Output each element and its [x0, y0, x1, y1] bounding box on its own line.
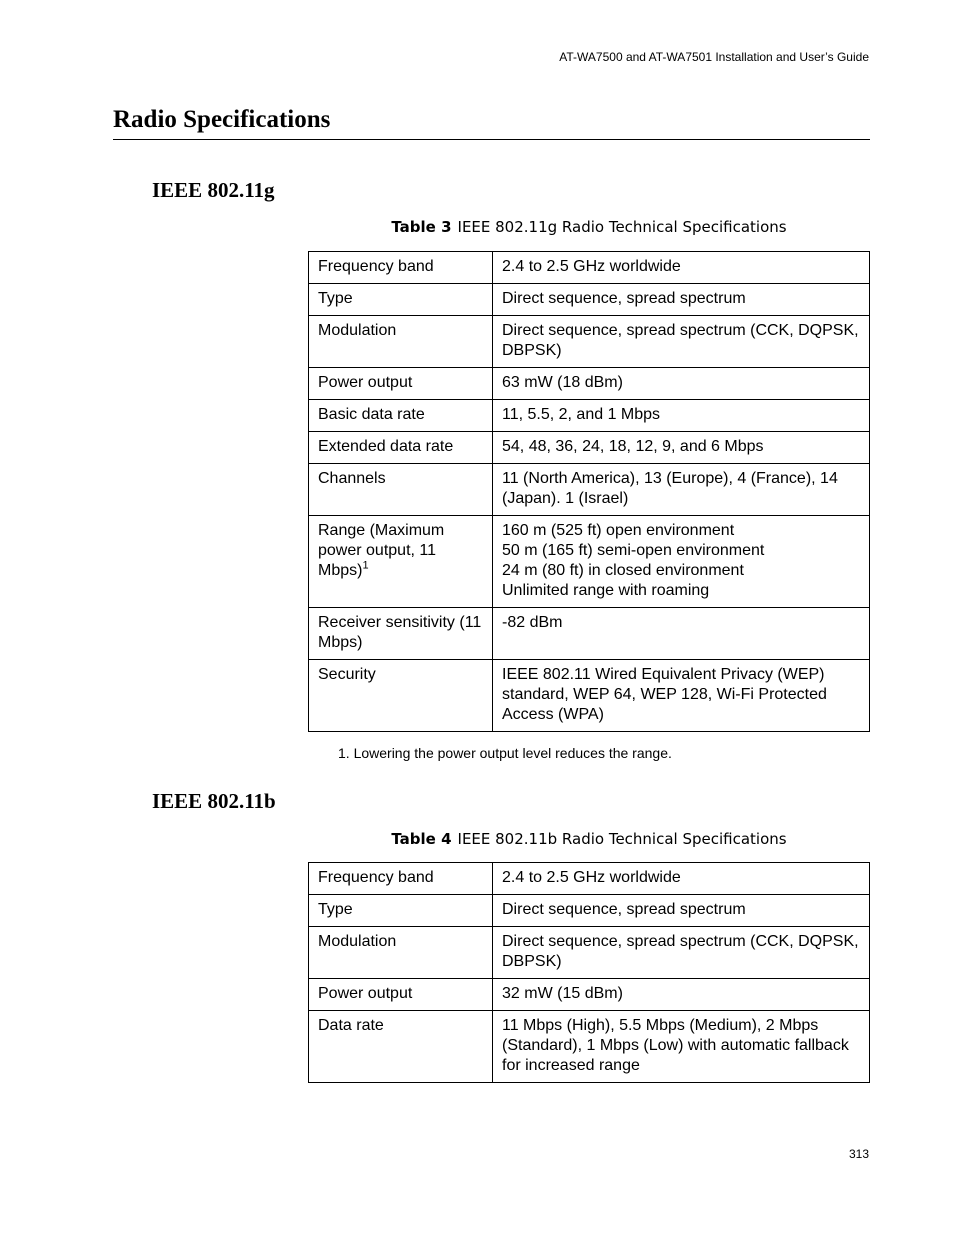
- page-title: Radio Specifications: [113, 106, 870, 140]
- spec-label-cell: [309, 516, 493, 608]
- subsection-title-80211b: IEEE 802.11b: [152, 789, 276, 813]
- spec-value: Direct sequence, spread spectrum: [493, 284, 870, 316]
- table-number: Table 3: [391, 218, 452, 236]
- subsection-title-80211g: IEEE 802.11g: [152, 178, 275, 202]
- spec-value: Direct sequence, spread spectrum (CCK, DQPSK, DBPSK): [493, 927, 870, 979]
- spec-value: 11 (North America), 13 (Europe), 4 (France), 14 (Japan). 1 (Israel): [493, 464, 870, 516]
- spec-table-80211b: [308, 862, 870, 1083]
- table-row: [309, 516, 870, 608]
- table-caption-text: IEEE 802.11b Radio Technical Specifications: [457, 830, 787, 848]
- spec-value: 63 mW (18 dBm): [493, 368, 870, 400]
- spec-value: 2.4 to 2.5 GHz worldwide: [493, 252, 870, 284]
- spec-label: Basic data rate: [309, 400, 493, 432]
- table-row: [309, 284, 870, 316]
- table-caption-text: IEEE 802.11g Radio Technical Specifications: [457, 218, 787, 236]
- table-row: [309, 927, 870, 979]
- spec-table-80211g: [308, 251, 870, 732]
- spec-value-line: 24 m (80 ft) in closed environment: [502, 562, 744, 579]
- spec-label: Frequency band: [309, 863, 493, 895]
- spec-label: Security: [309, 660, 493, 732]
- table-row: [309, 316, 870, 368]
- spec-label: Type: [309, 284, 493, 316]
- spec-value: 11, 5.5, 2, and 1 Mbps: [493, 400, 870, 432]
- spec-value-line: 50 m (165 ft) semi-open environment: [502, 542, 765, 559]
- spec-value: Direct sequence, spread spectrum (CCK, DQPSK, DBPSK): [493, 316, 870, 368]
- table-row: [309, 1011, 870, 1083]
- spec-value: 32 mW (15 dBm): [493, 979, 870, 1011]
- spec-value-line: Unlimited range with roaming: [502, 582, 710, 599]
- footnote-mark: 1: [362, 559, 369, 572]
- table-number: Table 4: [391, 830, 452, 848]
- spec-label: Extended data rate: [309, 432, 493, 464]
- table-footnote: 1. Lowering the power output level reduces the range.: [338, 745, 672, 761]
- running-header: AT-WA7500 and AT-WA7501 Installation and User’s Guide: [559, 50, 869, 64]
- spec-value: Direct sequence, spread spectrum: [493, 895, 870, 927]
- spec-value: IEEE 802.11 Wired Equivalent Privacy (WEP) standard, WEP 64, WEP 128, Wi-Fi Protected Access (WPA): [493, 660, 870, 732]
- spec-value: 11 Mbps (High), 5.5 Mbps (Medium), 2 Mbps (Standard), 1 Mbps (Low) with automatic fallback for increased range: [493, 1011, 870, 1083]
- table-row: [309, 368, 870, 400]
- table-row: [309, 895, 870, 927]
- spec-label: Power output: [309, 979, 493, 1011]
- spec-label: Data rate: [309, 1011, 493, 1083]
- table-row: [309, 400, 870, 432]
- spec-label: Range (Maximum power output, 11 Mbps): [318, 522, 445, 579]
- spec-value: -82 dBm: [493, 608, 870, 660]
- spec-label: Receiver sensitivity (11 Mbps): [309, 608, 493, 660]
- table-row: [309, 252, 870, 284]
- spec-label: Modulation: [309, 927, 493, 979]
- spec-label: Channels: [309, 464, 493, 516]
- spec-value: 54, 48, 36, 24, 18, 12, 9, and 6 Mbps: [493, 432, 870, 464]
- table-row: [309, 979, 870, 1011]
- table-caption: [308, 830, 870, 848]
- spec-label: Modulation: [309, 316, 493, 368]
- table-row: [309, 863, 870, 895]
- table-row: [309, 660, 870, 732]
- spec-label: Frequency band: [309, 252, 493, 284]
- spec-value: 2.4 to 2.5 GHz worldwide: [493, 863, 870, 895]
- page-number: 313: [848, 1147, 869, 1161]
- spec-label: Power output: [309, 368, 493, 400]
- table-caption: [308, 218, 870, 236]
- table-row: [309, 464, 870, 516]
- table-row: [309, 432, 870, 464]
- table-row: [309, 608, 870, 660]
- spec-label: Type: [309, 895, 493, 927]
- spec-value-cell: [493, 516, 870, 608]
- spec-value-line: 160 m (525 ft) open environment: [502, 522, 735, 539]
